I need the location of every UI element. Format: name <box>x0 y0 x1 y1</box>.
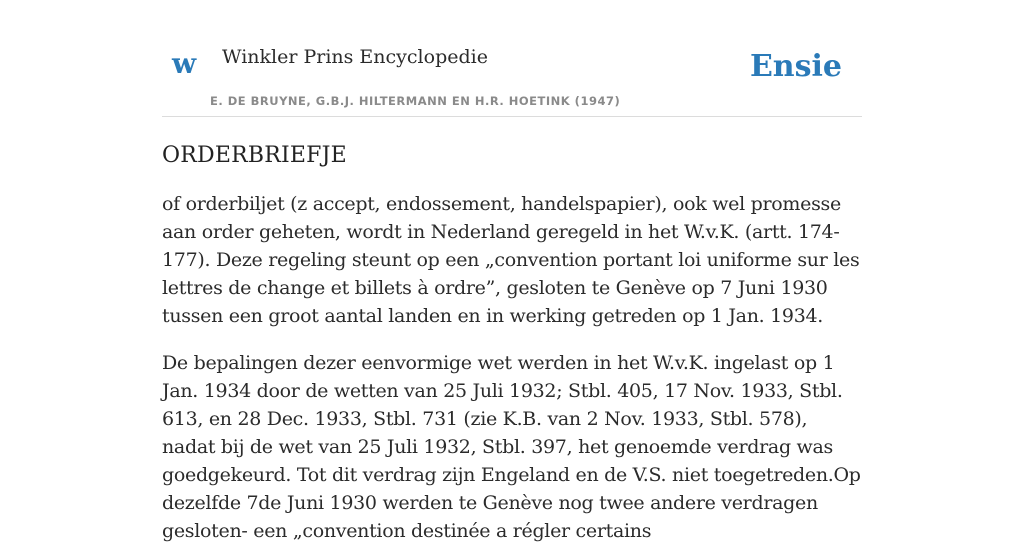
article-paragraph: of orderbiljet (z accept, endossement, handelspapier), ook wel promesse aan order geheten, wordt in Nederland geregeld in het W.v.K. (artt. 174-177). Deze regeling steunt op een „convention portant loi uniforme sur les lettres de change et billets à ordre”, gesloten te Genève op 7 Juni 1930 tussen een groot aantal landen en in werking getreden op 1 Jan. 1934. <box>162 193 860 327</box>
publication-title[interactable]: Winkler Prins Encyclopedie <box>222 46 488 68</box>
ensie-brand-logo[interactable]: Ensie <box>749 49 842 84</box>
article-page <box>162 0 862 545</box>
site-header <box>162 0 862 117</box>
encyclopedia-logo-icon[interactable]: w <box>172 47 197 80</box>
article-headword: ORDERBRIEFJE <box>162 143 347 168</box>
publication-authors: E. DE BRUYNE, G.B.J. HILTERMANN EN H.R. HOETINK (1947) <box>210 94 621 108</box>
article-paragraph: De bepalingen dezer eenvormige wet werden in het W.v.K. ingelast op 1 Jan. 1934 door de wetten van 25 Juli 1932; Stbl. 405, 17 Nov. 1933, Stbl. 613, en 28 Dec. 1933, Stbl. 731 (zie K.B. van 2 Nov. 1933, Stbl. 578), nadat bij de wet van 25 Juli 1932, Stbl. 397, het genoemde verdrag was goedgekeurd. Tot dit verdrag zijn Engeland en de V.S. niet toegetreden.Op dezelfde 7de Juni 1930 werden te Genève nog twee andere verdragen gesloten- een „convention destinée a régler certains <box>162 352 861 542</box>
